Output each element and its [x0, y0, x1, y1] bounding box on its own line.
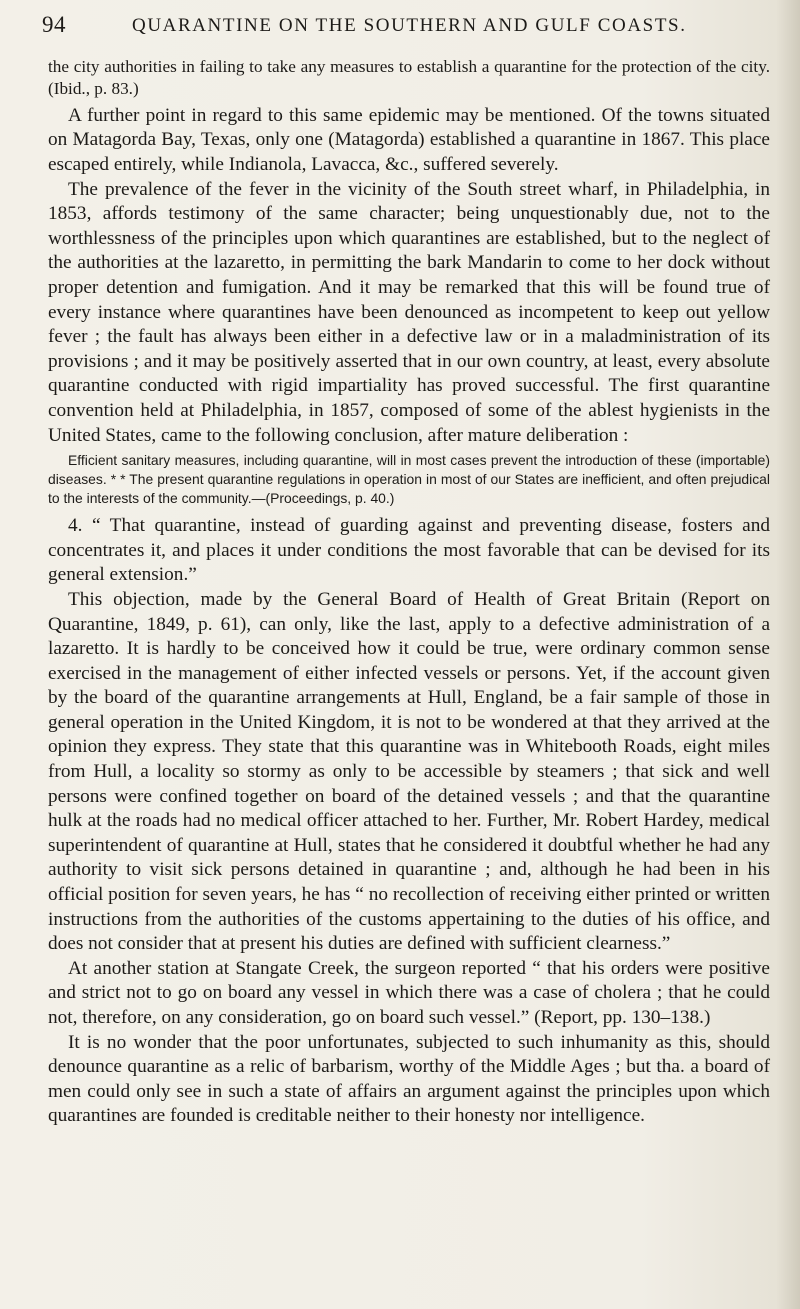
paragraph-objection-4: 4. “ That quarantine, instead of guarding against and preventing disease, fosters and concentrates it, and places it under conditions the most favorable that can be devised for its general extension.”	[48, 515, 770, 586]
block-quote-proceedings: Efficient sanitary measures, including quarantine, will in most cases prevent the introduction of these (importable) diseases. * * The present quarantine regulations in operation in most of our States are inefficient, and often prejudical to the interests of the community.—(Proceedings, p. 40.)	[48, 452, 770, 507]
paragraph-conclusion: It is no wonder that the poor unfortunates, subjected to such inhumanity as this, should denounce quarantine as a relic of barbarism, worthy of the Middle Ages ; but tha. a board of men could only see in such a state of affairs an argument against the principles upon which quarantines are founded is creditable neither to their honesty nor intelligence.	[48, 1031, 770, 1127]
paragraph-philadelphia: The prevalence of the fever in the vicinity of the South street wharf, in Philadelphia, in 1853, affords testimony of the same character; being unquestionably due, not to the worthlessness of the principles upon which quarantines are established, but to the neglect of the authorities at the lazaretto, in permitting the bark Mandarin to come to her dock without proper detention and fumigation. And it may be remarked that this will be found true of every instance where quarantines have been denounced as incompetent to keep out yellow fever ; the fault has always been either in a defective law or in a maladministration of its provisions ; and it may be positively asserted that in our own country, at least, every absolute quarantine conducted with rigid impartiality has proved successful. The first quarantine convention held at Philadelphia, in 1857, composed of some of the ablest hygienists in the United States, came to the following conclusion, after mature deliberation :	[48, 178, 770, 446]
paragraph-stangate-creek: At another station at Stangate Creek, the surgeon reported “ that his orders were positive and strict not to go on board any vessel in which there was a case of cholera ; that he could not, therefore, on any consideration, go on board such vessel.” (Report, pp. 130–138.)	[48, 957, 770, 1028]
page-number: 94	[42, 12, 66, 37]
paragraph-general-board: This objection, made by the General Board of Health of Great Britain (Report on Quarantine, 1849, p. 61), can only, like the last, apply to a defective administration of a lazaretto. It is hardly to be conceived how it could be true, were ordinary common sense exercised in the management of either infected vessels or persons. Yet, if the account given by the board of the quarantine arrangements at Hull, England, be a fair sample of those in general operation in the United Kingdom, it is not to be wondered at that they arrived at the opinion they express. They state that this quarantine was in Whitebooth Roads, eight miles from Hull, a locality so stormy as only to be accessible by steamers ; that sick and well persons were confined together on board of the detained vessels ; and that the quarantine hulk at the roads had no medical officer attached to her. Further, Mr. Robert Hardey, medical superintendent of quarantine at Hull, states that he considered it doubtful whether he had any authority to visit sick persons detained in quarantine ; and, although he had been in his official position for seven years, he has “ no recollection of receiving either printed or written instructions from the authorities of the customs appertaining to the duties of his office, and does not consider that at present his duties are defined with sufficient clearness.”	[48, 588, 770, 955]
page-header	[42, 12, 772, 52]
running-head: QUARANTINE ON THE SOUTHERN AND GULF COASTS.	[132, 15, 687, 36]
paragraph-matagorda: A further point in regard to this same epidemic may be mentioned. Of the towns situated on Matagorda Bay, Texas, only one (Matagorda) established a quarantine in 1867. This place escaped entirely, while Indianola, Lavacca, &c., suffered severely.	[48, 104, 770, 175]
page-body	[48, 56, 770, 1129]
paragraph-continuation: the city authorities in failing to take any measures to establish a quarantine for the protection of the city. (Ibid., p. 83.)	[48, 57, 770, 99]
